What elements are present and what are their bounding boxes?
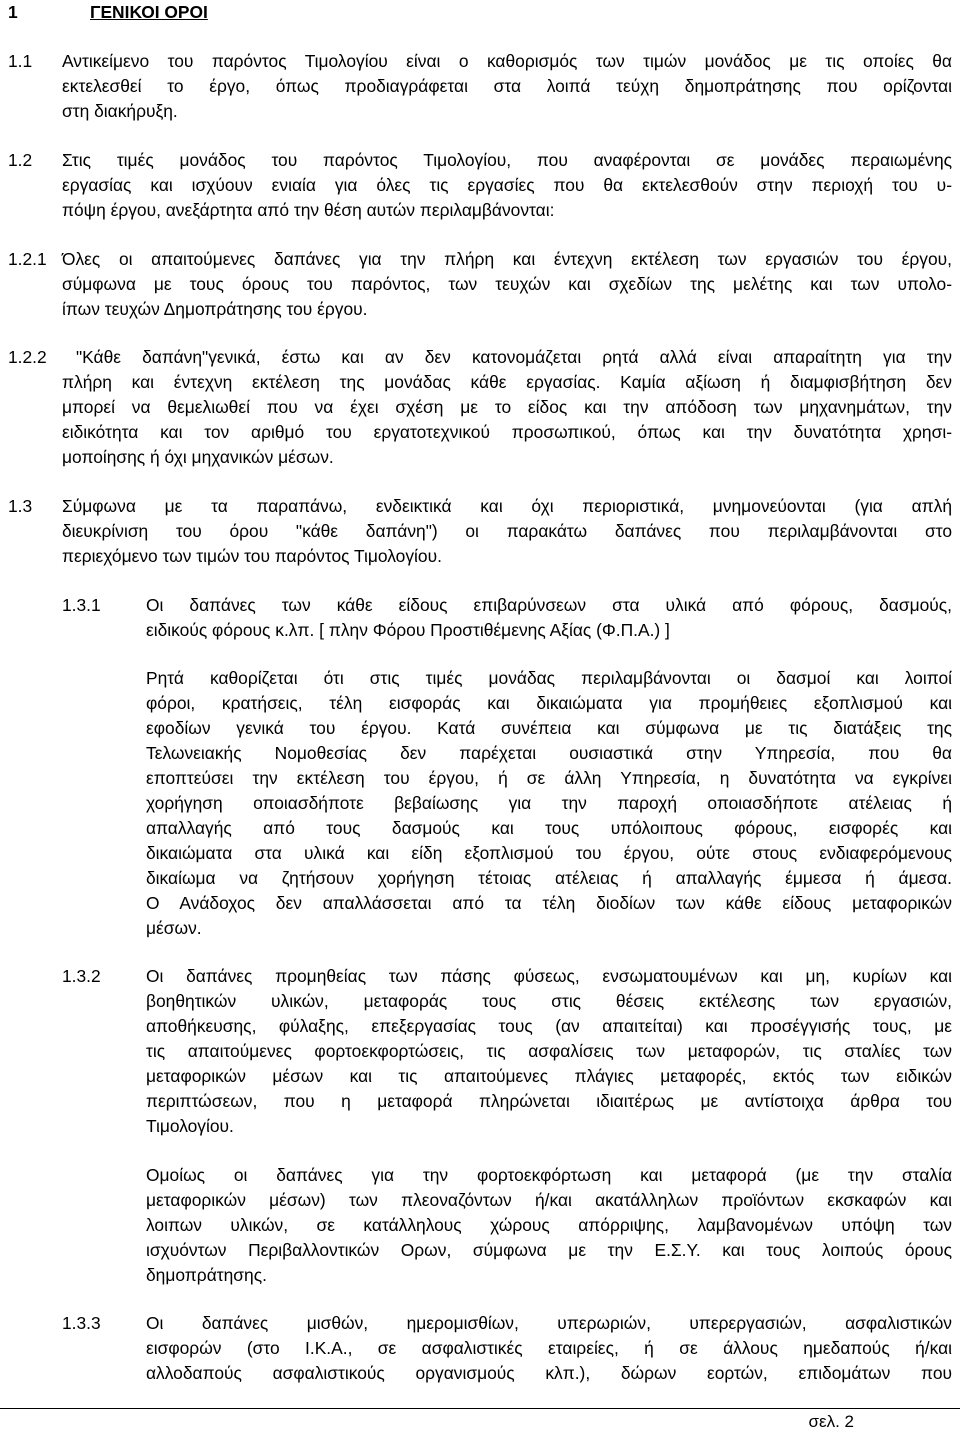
section-number-1-3: 1.3 — [8, 496, 33, 516]
paragraph-line: εκτελεσθεί το έργο, όπως προδιαγράφεται στα λοιπά τεύχη δημοπράτησης που ορίζονται — [62, 76, 952, 96]
paragraph-line: Ομοίως οι δαπάνες για την φορτοεκφόρτωση και μεταφορά (με την σταλία — [146, 1165, 952, 1185]
section-number-1-3-2: 1.3.2 — [62, 966, 101, 986]
paragraph-line: Στις τιμές μονάδος του παρόντος Τιμολογίου, που αναφέρονται σε μονάδες περαιωμένης — [62, 150, 952, 170]
section-number-1-3-1: 1.3.1 — [62, 595, 101, 615]
paragraph-line: "Κάθε δαπάνη"γενικά, έστω και αν δεν κατονομάζεται ρητά αλλά είναι απαραίτητη για την — [76, 347, 952, 367]
section-number-1-2: 1.2 — [8, 150, 33, 170]
paragraph-line: Όλες οι απαιτούμενες δαπάνες για την πλήρη και έντεχνη εκτέλεση των εργασιών του έργου, — [62, 249, 952, 269]
paragraph-line: Ο Ανάδοχος δεν απαλλάσσεται από τα τέλη διοδίων των κάθε είδους μεταφορικών — [146, 893, 952, 913]
paragraph-line: ειδικούς φόρους κ.λπ. [ πλην Φόρου Προστιθέμενης Αξίας (Φ.Π.Α.) ] — [146, 620, 670, 640]
paragraph-line: μεταφορικών μέσων) των πλεοναζόντων ή/και ακατάλληλων προϊόντων εκσκαφών και — [146, 1190, 952, 1210]
paragraph-line: δικαιώματα στα υλικά και είδη εξοπλισμού του έργου, ούτε στους ενδιαφερόμενους — [146, 843, 952, 863]
paragraph-line: πλήρη και έντεχνη εκτέλεση της μονάδας κάθε εργασίας. Καμία αξίωση ή διαμφισβήτηση δεν — [62, 372, 952, 392]
paragraph-line: Σύμφωνα με τα παραπάνω, ενδεικτικά και όχι περιοριστικά, μνημονεύονται (για απλή — [62, 496, 952, 516]
section-number-1-2-2: 1.2.2 — [8, 347, 47, 367]
paragraph-line: φόροι, κρατήσεις, τέλη εισφοράς και δικαιώματα για προμήθειες εξοπλισμού και — [146, 693, 952, 713]
section-number-1-1: 1.1 — [8, 51, 33, 71]
paragraph-line: πόψη έργου, ανεξάρτητα από την θέση αυτών περιλαμβάνονται: — [62, 200, 555, 220]
paragraph-line: εποπτεύσει την εκτέλεση του έργου, ή σε άλλη Υπηρεσία, η δυνατότητα να εγκρίνει — [146, 768, 952, 788]
paragraph-line: λοιπων υλικών, σε κατάλληλους χώρους απόρριψης, λαμβανομένων υπόψη των — [146, 1215, 952, 1235]
paragraph-line: μέσων. — [146, 918, 202, 938]
paragraph-line: Ρητά καθορίζεται ότι στις τιμές μονάδας περιλαμβάνονται οι δασμοί και λοιποί — [146, 668, 952, 688]
footer-divider — [0, 1408, 960, 1409]
paragraph-line: χορήγηση οποιασδήποτε βεβαίωσης για την παροχή οποιασδήποτε ατέλειας ή — [146, 793, 952, 813]
paragraph-line: δικαίωμα να ζητήσουν χορήγηση τέτοιας ατέλειας ή απαλλαγής έμμεσα ή άμεσα. — [146, 868, 952, 888]
section-number-1-2-1: 1.2.1 — [8, 249, 47, 269]
paragraph-line: ισχυόντων Περιβαλλοντικών Ορων, σύμφωνα με την Ε.Σ.Υ. και τους λοιπούς όρους — [146, 1240, 952, 1260]
paragraph-line: Οι δαπάνες των κάθε είδους επιβαρύνσεων στα υλικά από φόρους, δασμούς, — [146, 595, 952, 615]
page-title: ΓΕΝΙΚΟΙ ΟΡΟΙ — [90, 2, 208, 22]
page-number: σελ. 2 — [808, 1412, 854, 1431]
paragraph-line: αλλοδαπούς ασφαλιστικούς οργανισμούς κλπ.), δώρων εορτών, επιδομάτων που — [146, 1363, 952, 1383]
paragraph-line: εργασίας και ισχύουν ενιαία για όλες τις εργασίες που θα εκτελεσθούν στην περιοχή του υ- — [62, 175, 952, 195]
paragraph-line: στη διακήρυξη. — [62, 101, 178, 121]
paragraph-line: μοποίησης ή όχι μηχανικών μέσων. — [62, 447, 334, 467]
section-number-1-3-3: 1.3.3 — [62, 1313, 101, 1333]
paragraph-line: σύμφωνα με τους όρους του παρόντος, των τευχών και σχεδίων της μελέτης και των υπολο- — [62, 274, 952, 294]
paragraph-line: διευκρίνιση του όρου "κάθε δαπάνη") οι παρακάτω δαπάνες που περιλαμβάνονται στο — [62, 521, 952, 541]
paragraph-line: περιεχόμενο των τιμών του παρόντος Τιμολογίου. — [62, 546, 442, 566]
paragraph-line: ειδικότητα και τον αριθμό του εργατοτεχνικού προσωπικού, όπως και την δυνατότητα χρησι- — [62, 422, 952, 442]
paragraph-line: εισφορών (στο Ι.Κ.Α., σε ασφαλιστικές εταιρείες, ή σε άλλους ημεδαπούς ή/και — [146, 1338, 952, 1358]
paragraph-line: αποθήκευσης, φύλαξης, επεξεργασίας τους (αν απαιτείται) και προσέγγισής τους, με — [146, 1016, 952, 1036]
paragraph-line: Τιμολογίου. — [146, 1116, 234, 1136]
heading-number: 1 — [8, 2, 18, 22]
paragraph-line: Τελωνειακής Νομοθεσίας δεν παρέχεται ουσιαστικά στην Υπηρεσία, που θα — [146, 743, 952, 763]
paragraph-line: ίπων τευχών Δημοπράτησης του έργου. — [62, 299, 368, 319]
paragraph-line: μπορεί να θεμελιωθεί που να έχει σχέση με το είδος και την απόδοση των μηχανημάτων, την — [62, 397, 952, 417]
paragraph-line: Οι δαπάνες προμηθείας των πάσης φύσεως, ενσωματουμένων και μη, κυρίων και — [146, 966, 952, 986]
paragraph-line: δημοπράτησης. — [146, 1265, 267, 1285]
paragraph-line: Αντικείμενο του παρόντος Τιμολογίου είναι ο καθορισμός των τιμών μονάδος με τις οποίες θα — [62, 51, 952, 71]
paragraph-line: βοηθητικών υλικών, μεταφοράς τους στις θέσεις εκτέλεσης των εργασιών, — [146, 991, 952, 1011]
paragraph-line: Οι δαπάνες μισθών, ημερομισθίων, υπερωριών, υπερεργασιών, ασφαλιστικών — [146, 1313, 952, 1333]
paragraph-line: μεταφορικών μέσων και τις απαιτούμενες πλάγιες μεταφορές, εκτός των ειδικών — [146, 1066, 952, 1086]
paragraph-line: εφοδίων γενικά του έργου. Κατά συνέπεια και σύμφωνα με τις διατάξεις της — [146, 718, 952, 738]
paragraph-line: απαλλαγής από τους δασμούς και τους υπόλοιπους φόρους, εισφορές και — [146, 818, 952, 838]
paragraph-line: τις απαιτούμενες φορτοεκφορτώσεις, τις ασφαλίσεις των μεταφορών, τις σταλίες των — [146, 1041, 952, 1061]
paragraph-line: περιπτώσεων, που η μεταφορά πληρώνεται ιδιαιτέρως με αντίστοιχα άρθρα του — [146, 1091, 952, 1111]
